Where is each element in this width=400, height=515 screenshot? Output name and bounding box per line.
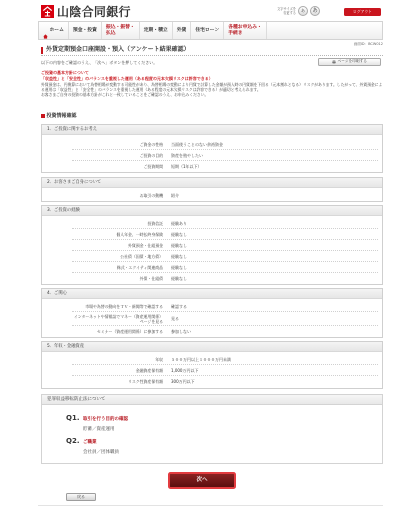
print-button-label: ページを印刷する [337, 59, 367, 64]
row-value: 経験なし [171, 243, 187, 248]
page-title-bar [41, 46, 383, 56]
screen-id: 画面ID：BCW012 [353, 41, 383, 46]
row-label: ご資金の性格 [139, 142, 163, 147]
row-value: 短期（1年以下） [171, 164, 202, 169]
nav-item-housing-loan[interactable]: 住宅ローン [191, 22, 224, 39]
question-answer: 貯蓄／資産運用 [83, 427, 115, 432]
survey-section-interest [41, 288, 383, 338]
footer-divider [38, 505, 383, 506]
row-value: ５００万円以上１０００万円未満 [171, 357, 231, 362]
row-label: 年収 [155, 357, 163, 362]
row-value: 当面使うことのない余裕資金 [171, 142, 223, 147]
question-number: Q2. [66, 437, 80, 445]
aml-question-2 [66, 437, 366, 459]
next-button[interactable]: 次へ [168, 472, 236, 489]
nav-item-transfer[interactable]: 振込・振替・ 払込 [102, 22, 140, 39]
row-label: 外貨預金・仕組預金 [127, 243, 163, 248]
aml-section [41, 405, 383, 464]
table-row [72, 376, 378, 387]
row-value: 資産を殖やしたい [171, 153, 203, 158]
policy-selected: 「収益性」と「安全性」のバランスを重視した運用（ある程度の元本欠損リスクは許容できる） [41, 75, 213, 81]
row-value: 紹介 [171, 193, 179, 198]
table-row [72, 301, 378, 312]
row-label: インターネットや情報誌でマネー（資産運用関係） ページを見る [73, 314, 163, 324]
logout-button[interactable]: ログアウト [344, 8, 381, 16]
survey-section-investment-thoughts [41, 124, 383, 173]
table-row [72, 139, 378, 150]
table-row [72, 365, 378, 376]
row-label: リスク性資産保有額 [128, 379, 163, 384]
section-heading: 3．ご投資の経験 [42, 206, 382, 216]
global-nav [38, 21, 383, 40]
nav-item-deposit-investment[interactable]: 預金・投資 [69, 22, 102, 39]
bank-name: 山陰合同銀行 [57, 4, 131, 19]
row-value: 経験なし [171, 265, 187, 270]
row-label: 個人年金、一時払終身保険 [116, 232, 163, 237]
section-heading: 1．ご投資に関するお考え [42, 125, 382, 135]
row-label: ご投資の目的 [139, 153, 163, 158]
instruction-text: 以下の内容をご確認のうえ、「次へ」ボタンを押してください。 [41, 59, 158, 65]
table-row [72, 251, 378, 262]
nav-item-foreign-currency[interactable]: 外貨 [173, 22, 192, 39]
row-label: セミナー（資産運用関係）に参加する [96, 329, 163, 334]
section-heading: 4．ご関心 [42, 289, 382, 299]
table-row [72, 190, 378, 201]
print-page-button[interactable] [318, 58, 381, 67]
question-text: 取引を行う目的の確認 [83, 416, 128, 422]
row-label: 投資信託 [147, 221, 163, 226]
aml-question-1 [66, 414, 366, 436]
bank-logo-icon[interactable] [41, 5, 54, 18]
nav-item-applications[interactable]: 各種お申込み・ 手続き [224, 22, 267, 39]
page-title: 外貨定期預金口座開設・預入（アンケート結果確認） [46, 46, 190, 53]
title-accent-bar [41, 47, 43, 54]
table-row [72, 161, 378, 172]
question-answer: 会社員／団体職員 [83, 450, 119, 455]
font-size-label: 文字サイズを 変更する [277, 6, 296, 15]
nav-item-time-deposit[interactable]: 定期・積立 [140, 22, 173, 39]
row-value: 参加しない [171, 329, 191, 334]
table-row [72, 240, 378, 251]
row-value: 経験なし [171, 254, 187, 259]
row-value: 見る [171, 316, 179, 321]
row-label: 公社債（国債・地方債） [120, 254, 163, 259]
square-bullet-icon [41, 114, 45, 118]
font-size-large-button[interactable]: あ [310, 6, 320, 16]
row-label: ご投資期間 [143, 164, 163, 169]
survey-section-experience [41, 205, 383, 285]
house-icon [43, 28, 48, 33]
row-value: 経験なし [171, 276, 187, 281]
row-label: 市場や為替の動向をＴＶ・新聞等で確認する [85, 304, 163, 309]
table-row [72, 273, 378, 284]
question-text: ご職業 [83, 439, 97, 445]
row-label: 金融資産保有額 [135, 368, 163, 373]
row-value: 確認する [171, 304, 187, 309]
survey-title-text: 投資情報確認 [46, 112, 77, 119]
table-row [72, 262, 378, 273]
table-row [72, 326, 378, 337]
row-value: 経験なし [171, 232, 187, 237]
row-label: 株式・エクイティ関連商品 [116, 265, 163, 270]
survey-section-income-assets [41, 341, 383, 389]
section-heading: 5．年収・金融資産 [42, 342, 382, 352]
table-row [72, 354, 378, 365]
table-row [72, 312, 378, 326]
row-value: 300万円以下 [171, 379, 195, 384]
row-value: 1,000万円以下 [171, 368, 199, 373]
back-button[interactable]: 戻る [66, 493, 96, 502]
section-heading: 2．お客さまご自身について [42, 178, 382, 188]
font-size-small-button[interactable]: あ [298, 6, 308, 16]
policy-heading: ご投資の基本方針について [41, 69, 89, 75]
aml-section-heading: 犯罪収益移転防止法について [41, 394, 383, 405]
policy-body: 外貨預金は、円換算において為替相場が変動する可能性があり、為替相場の変動により円貨で計算した金額が預入時の円貨額を下回る（元本割れとなる）リスクがあります。したがって、外貨預金による運用は「収益性」と「安全性」のバランスを重視した運用（ある程度の元本欠損リスクは許容できる）が適切と考えられます。 [41, 81, 383, 92]
survey-title [41, 113, 77, 120]
policy-note: お客さまご自身の投資の基本方針がこれと一致していることをご確認のうえ、お申込みください。 [41, 91, 209, 97]
table-row [72, 150, 378, 161]
nav-item-home[interactable] [39, 22, 69, 39]
row-label: お取引の動機 [139, 193, 163, 198]
table-row [72, 229, 378, 240]
nav-item-label: ホーム [49, 27, 64, 33]
investment-policy [41, 70, 383, 98]
table-row [72, 218, 378, 229]
printer-icon [332, 60, 336, 64]
question-number: Q1. [66, 414, 80, 422]
row-value: 経験あり [171, 221, 187, 226]
row-label: 外債・仕組債 [139, 276, 163, 281]
survey-section-about-customer [41, 177, 383, 202]
